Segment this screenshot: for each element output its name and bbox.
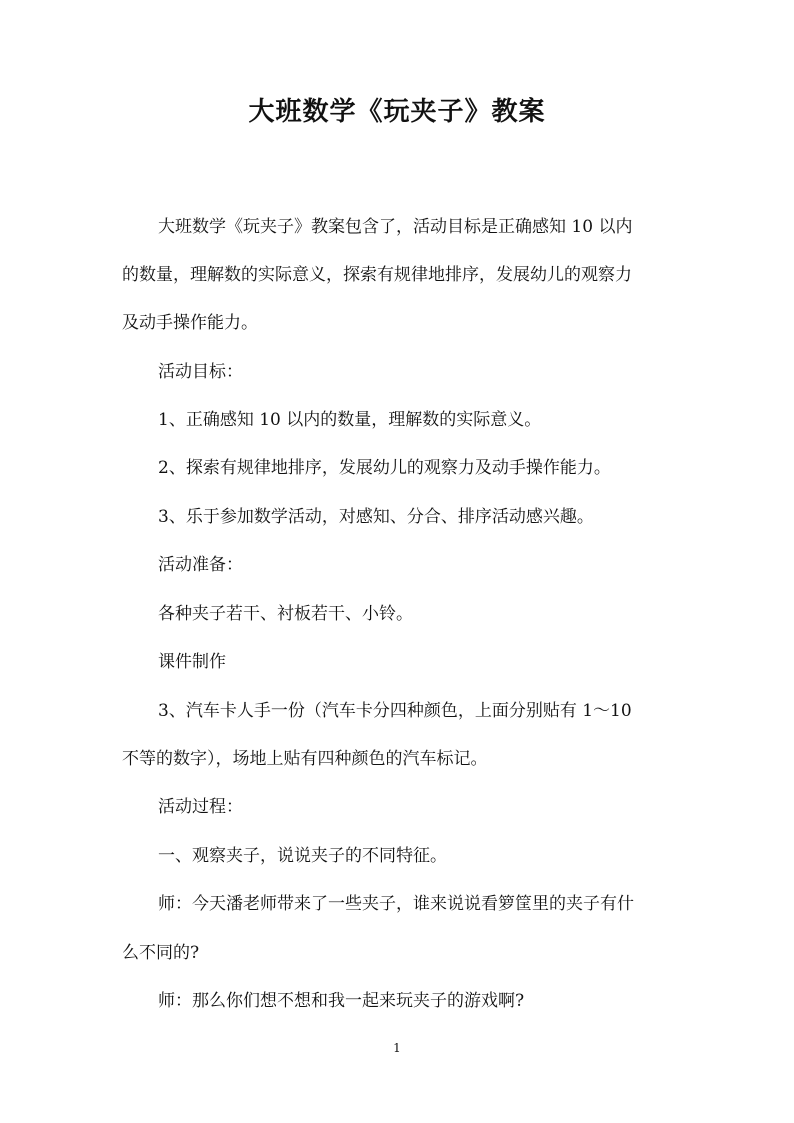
paragraph-line: 3、汽车卡人手一份（汽车卡分四种颜色，上面分别贴有 1～10	[158, 701, 632, 721]
list-item: 2、探索有规律地排序，发展幼儿的观察力及动手操作能力。	[158, 458, 611, 478]
paragraph-line: 课件制作	[158, 652, 226, 672]
section-heading: 活动目标：	[158, 362, 243, 382]
paragraph-line: 的数量，理解数的实际意义，探索有规律地排序，发展幼儿的观察力	[122, 265, 632, 285]
paragraph-line: 各种夹子若干、衬板若干、小铃。	[158, 604, 413, 624]
paragraph-line: 大班数学《玩夹子》教案包含了，活动目标是正确感知 10 以内	[158, 217, 633, 237]
paragraph-line: 及动手操作能力。	[122, 313, 258, 333]
list-item: 1、正确感知 10 以内的数量，理解数的实际意义。	[158, 410, 542, 430]
page-number: 1	[393, 1041, 401, 1055]
section-heading: 活动过程：	[158, 797, 243, 817]
paragraph-line: 么不同的?	[122, 943, 200, 963]
paragraph-line: 师：今天潘老师带来了一些夹子，谁来说说看箩筐里的夹子有什	[158, 894, 634, 914]
paragraph-line: 一、观察夹子，说说夹子的不同特征。	[158, 846, 447, 866]
list-item: 3、乐于参加数学活动，对感知、分合、排序活动感兴趣。	[158, 507, 594, 527]
paragraph-line: 不等的数字），场地上贴有四种颜色的汽车标记。	[122, 749, 488, 769]
document-title: 大班数学《玩夹子》教案	[248, 97, 546, 127]
section-heading: 活动准备：	[158, 555, 243, 575]
paragraph-line: 师：那么你们想不想和我一起来玩夹子的游戏啊?	[158, 991, 525, 1011]
